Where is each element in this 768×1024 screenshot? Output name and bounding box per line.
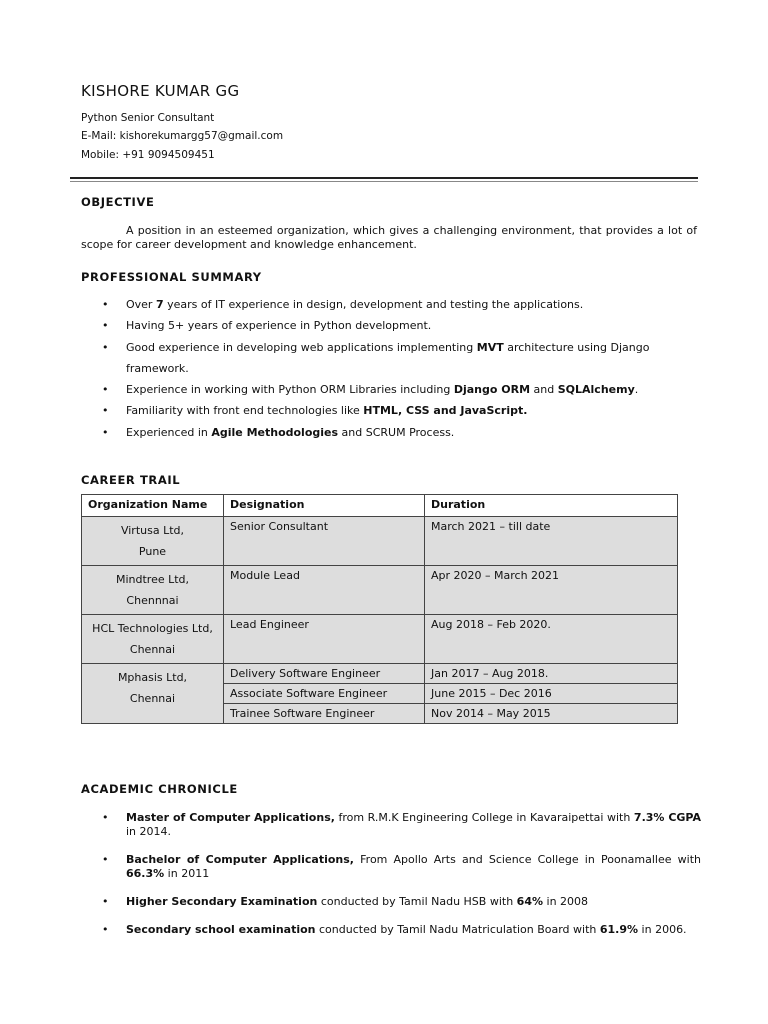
- designation-cell: Associate Software Engineer: [224, 684, 425, 704]
- list-item: • Master of Computer Applications, from R.M.K Engineering College in Kavaraipettai with 7.3% CGPA in 2014.: [102, 811, 701, 838]
- header-divider: [70, 177, 698, 179]
- org-cell: HCL Technologies Ltd, Chennai: [82, 615, 224, 664]
- header-divider-thin: [70, 181, 698, 182]
- designation-cell: Senior Consultant: [224, 517, 425, 566]
- list-item: • Bachelor of Computer Applications, From Apollo Arts and Science College in Poonamallee with 66.3% in 2011: [102, 853, 701, 880]
- designation-cell: Delivery Software Engineer: [224, 664, 425, 684]
- duration-cell: Nov 2014 – May 2015: [425, 704, 678, 724]
- table-header-row: [82, 495, 678, 517]
- list-item: • Experienced in Agile Methodologies and SCRUM Process.: [102, 425, 455, 439]
- duration-cell: June 2015 – Dec 2016: [425, 684, 678, 704]
- objective-text: A position in an esteemed organization, which gives a challenging environment, that provides a lot of scope for career development and knowledge enhancement.: [81, 224, 697, 251]
- list-item: • Secondary school examination conducted by Tamil Nadu Matriculation Board with 61.9% in 2006.: [102, 923, 687, 936]
- list-item: • Higher Secondary Examination conducted by Tamil Nadu HSB with 64% in 2008: [102, 895, 589, 908]
- academic-heading: ACADEMIC CHRONICLE: [81, 782, 238, 796]
- table-row: [82, 615, 678, 664]
- list-item: • Familiarity with front end technologies like HTML, CSS and JavaScript.: [102, 404, 528, 418]
- academic-list: [81, 811, 701, 951]
- org-cell: Mindtree Ltd, Chennnai: [82, 566, 224, 615]
- table-row: [82, 517, 678, 566]
- designation-cell: Lead Engineer: [224, 615, 425, 664]
- org-cell: Mphasis Ltd, Chennai: [82, 664, 224, 724]
- org-cell: Virtusa Ltd, Pune: [82, 517, 224, 566]
- career-table: [81, 494, 678, 724]
- list-item: • Having 5+ years of experience in Python development.: [102, 319, 432, 333]
- column-header: Designation: [224, 495, 425, 517]
- duration-cell: Jan 2017 – Aug 2018.: [425, 664, 678, 684]
- column-header: Organization Name: [82, 495, 224, 517]
- summary-list: [81, 294, 701, 443]
- job-title: Python Senior Consultant: [81, 112, 215, 124]
- table-row: [82, 566, 678, 615]
- list-item: • Over 7 years of IT experience in design, development and testing the applications.: [102, 298, 584, 311]
- column-header: Duration: [425, 495, 678, 517]
- career-heading: CAREER TRAIL: [81, 473, 181, 487]
- duration-cell: March 2021 – till date: [425, 517, 678, 566]
- table-row: [82, 664, 678, 684]
- designation-cell: Module Lead: [224, 566, 425, 615]
- list-item: • Good experience in developing web applications implementing MVT architecture using Django framework.: [102, 340, 650, 375]
- objective-heading: OBJECTIVE: [81, 195, 155, 209]
- duration-cell: Apr 2020 – March 2021: [425, 566, 678, 615]
- candidate-name: KISHORE KUMAR GG: [81, 82, 240, 100]
- list-item: • Experience in working with Python ORM Libraries including Django ORM and SQLAlchemy.: [102, 383, 639, 397]
- summary-heading: PROFESSIONAL SUMMARY: [81, 270, 262, 284]
- email-line: E-Mail: kishorekumargg57@gmail.com: [81, 130, 284, 142]
- duration-cell: Aug 2018 – Feb 2020.: [425, 615, 678, 664]
- designation-cell: Trainee Software Engineer: [224, 704, 425, 724]
- mobile-line: Mobile: +91 9094509451: [81, 149, 215, 161]
